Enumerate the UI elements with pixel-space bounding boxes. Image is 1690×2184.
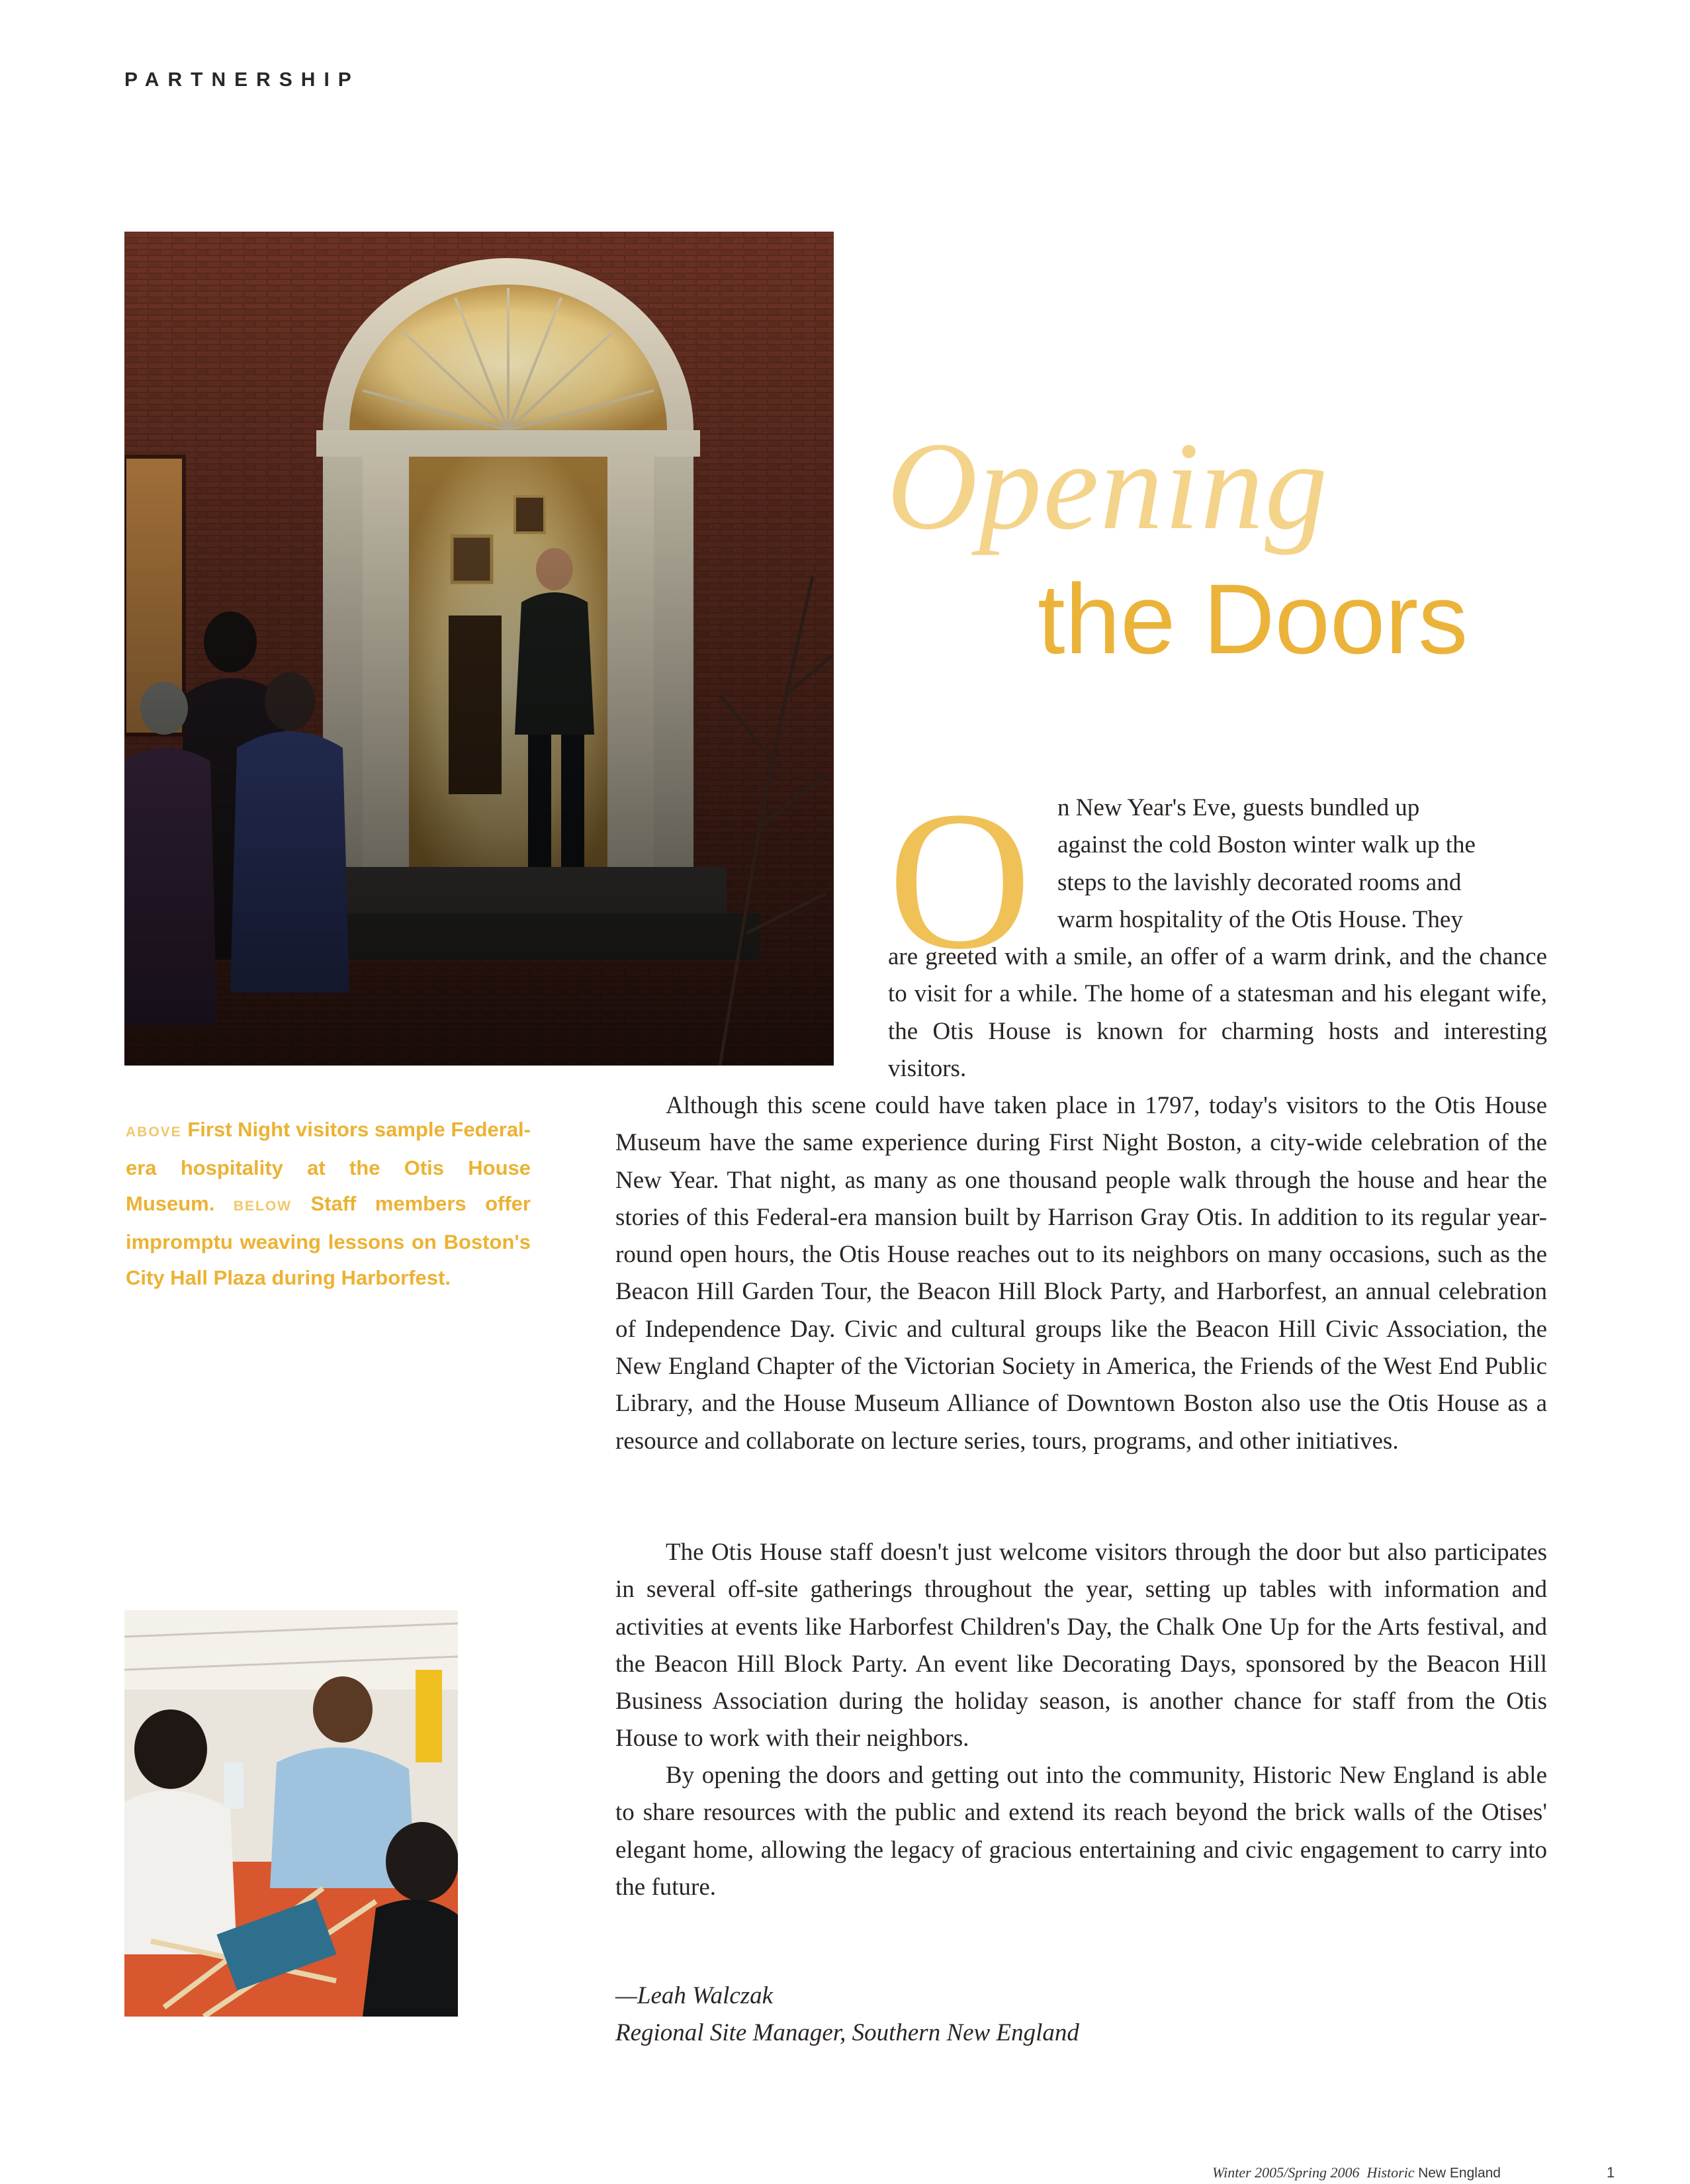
text-line: warm hospitality of the Otis House. They	[1057, 905, 1463, 933]
author-name: —Leah Walczak	[615, 1982, 774, 2009]
article-paragraph-2: Although this scene could have taken place in 1797, today's visitors to the Otis House Museum have the same experience during First Night Boston, a city-wide celebration of the New Year. That night, as many as one thousand people walk through the house and hear the stories of this Federal-era mansion built by Harrison Gray Otis. In addition to its regular year-round open hours, the Otis House reaches out to its neighbors on many occasions, such as the Beacon Hill Garden Tour, the Beacon Hill Block Party, and Harborfest, an annual celebration of Independence Day. Civic and cultural groups like the Beacon Hill Civic Association, the New England Chapter of the Victorian Society in America, the Friends of the West End Public Library, and the House Museum Alliance of Downtown Boston also use the Otis House as a resource and collaborate on lecture series, tours, programs, and other initiatives.	[615, 1092, 1547, 1455]
text-continuation: are greeted with a smile, an offer of a warm drink, and the chance to visit for a while. The home of a statesman and his elegant wife, the Otis House is known for charming hosts and interesting visitors.	[888, 943, 1547, 1083]
text-line: steps to the lavishly decorated rooms and	[1057, 868, 1462, 896]
footer-magazine-name: New England	[1418, 2165, 1501, 2181]
caption-above-text: First Night visitors sample Federal-era hospitality at the Otis House Museum.	[126, 1118, 531, 1215]
author-role: Regional Site Manager, Southern New England	[615, 2019, 1079, 2046]
text-line: n New Year's Eve, guests bundled up	[1057, 794, 1420, 821]
section-label: PARTNERSHIP	[124, 69, 360, 91]
photo-caption	[126, 1112, 531, 1296]
drop-cap-wrap-lines	[1057, 790, 1547, 938]
caption-above-tag: ABOVE	[126, 1124, 182, 1140]
article-paragraph-1	[888, 790, 1547, 1087]
drop-cap: O	[888, 770, 1032, 990]
footer-magazine-italic: Historic	[1366, 2164, 1415, 2181]
page-number: 1	[1607, 2164, 1615, 2181]
page-footer	[1212, 2164, 1563, 2181]
article-paragraph-4: By opening the doors and getting out into the community, Historic New England is able to share resources with the public and extend its reach beyond the brick walls of the Otises' elegant home, allowing the legacy of gracious entertaining and civic engagement to carry into the future.	[615, 1762, 1547, 1901]
caption-below-tag: BELOW	[233, 1199, 292, 1214]
caption-below-text: Staff members offer impromptu weaving lessons on Boston's City Hall Plaza during Harborfest.	[126, 1192, 531, 1289]
text-line: against the cold Boston winter walk up the	[1057, 831, 1476, 859]
author-signature	[615, 1978, 1079, 2052]
article-paragraph-3: The Otis House staff doesn't just welcome visitors through the door but also participates in several off-site gatherings throughout the year, setting up tables with information and activities at events like Harborfest Children's Day, the Chalk One Up for the Arts festival, and the Beacon Hill Block Party. An event like Decorating Days, sponsored by the Beacon Hill Business Association during the holiday season, is another chance for staff from the Otis House to work with their neighbors.	[615, 1539, 1547, 1752]
title-line-1: Opening	[887, 417, 1329, 556]
weaving-lesson-photo	[124, 1610, 458, 2017]
otis-house-doorway-photo	[124, 232, 834, 1066]
title-line-2: the Doors	[1038, 563, 1468, 674]
footer-issue: Winter 2005/Spring 2006	[1212, 2164, 1360, 2181]
